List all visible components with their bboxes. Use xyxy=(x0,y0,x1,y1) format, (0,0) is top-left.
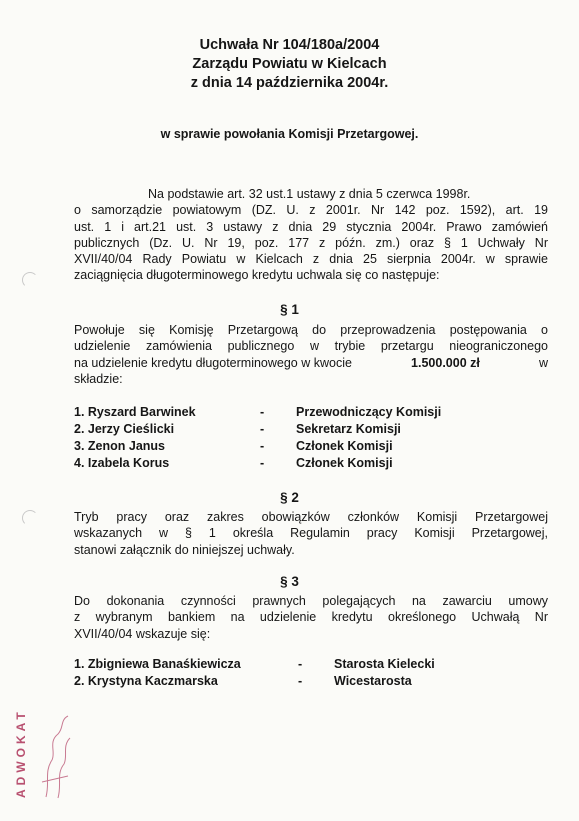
signatory-role: Wicestarosta xyxy=(334,674,412,688)
member-dash: - xyxy=(260,456,265,470)
section-3-paragraph xyxy=(74,593,548,642)
signatory-role: Starosta Kielecki xyxy=(334,657,435,671)
member-dash: - xyxy=(260,422,265,436)
signatory-row xyxy=(74,674,534,691)
section-2-line: Tryb pracy oraz zakres obowiązków członków Komisji Przetargowej xyxy=(74,510,548,524)
section-3-line: Do dokonania czynności prawnych polegających na zawarciu umowy xyxy=(74,594,548,608)
member-row xyxy=(74,456,514,473)
preamble-line: publicznych (Dz. U. Nr 19, poz. 177 z późn. zm.) oraz § 1 Uchwały Nr xyxy=(74,235,548,250)
signatory-name: 1. Zbigniewa Banaśkiewicza xyxy=(74,657,241,671)
section-1-amount-line xyxy=(74,355,548,371)
member-row xyxy=(74,439,514,456)
resolution-subject: w sprawie powołania Komisji Przetargowej. xyxy=(160,127,419,141)
section-2-sign: § 2 xyxy=(280,490,299,505)
section-2-paragraph xyxy=(74,509,548,558)
member-role: Członek Komisji xyxy=(296,456,393,470)
section-2-line: stanowi załącznik do niniejszej uchwały. xyxy=(74,542,295,557)
member-role: Przewodniczący Komisji xyxy=(296,405,442,419)
binder-hole-mark xyxy=(22,510,38,526)
credit-amount: 1.500.000 zł xyxy=(411,355,480,370)
section-1-line: Powołuje się Komisję Przetargową do przeprowadzenia postępowania o xyxy=(74,323,548,337)
member-name: 2. Jerzy Cieślicki xyxy=(74,422,175,436)
member-row xyxy=(74,405,514,422)
resolution-title xyxy=(0,36,579,93)
member-role: Członek Komisji xyxy=(296,439,393,453)
section-3-line: z wybranym bankiem na udzielenie kredytu określonego Uchwałą Nr xyxy=(74,610,548,625)
preamble-line: XVII/40/04 Rady Powiatu w Kielcach z dnia 25 sierpnia 2004r. w sprawie xyxy=(74,252,548,267)
member-role: Sekretarz Komisji xyxy=(296,422,401,436)
signatory-row xyxy=(74,657,534,674)
preamble-paragraph xyxy=(74,186,548,284)
section-2-line: wskazanych w § 1 określa Regulamin pracy Komisji Przetargowej, xyxy=(74,526,548,541)
preamble-line: zaciągnięcia długoterminowego kredytu uchwala się co następuje: xyxy=(74,268,440,283)
member-dash: - xyxy=(260,439,265,453)
stamp-signature-icon xyxy=(38,712,78,802)
preamble-line: ust. 1 i art.21 ust. 3 ustawy z dnia 29 stycznia 2004r. Prawo zamówień xyxy=(74,219,548,234)
resolution-number: Uchwała Nr 104/180a/2004 xyxy=(199,37,380,53)
preamble-line: Na podstawie art. 32 ust.1 ustawy z dnia 5 czerwca 1998r. xyxy=(148,187,471,201)
section-1-line-end: w xyxy=(538,355,548,370)
stamp-text: ADWOKAT xyxy=(14,708,28,798)
lawyer-stamp xyxy=(2,688,42,808)
member-name: 1. Ryszard Barwinek xyxy=(74,405,196,419)
section-3-line: XVII/40/04 wskazuje się: xyxy=(74,626,211,641)
issuing-body: Zarządu Powiatu w Kielcach xyxy=(192,56,387,72)
section-1-line: składzie: xyxy=(74,371,123,386)
commission-members-list xyxy=(74,405,514,473)
section-1-sign: § 1 xyxy=(280,302,299,317)
signatory-dash: - xyxy=(298,674,303,688)
resolution-date: z dnia 14 października 2004r. xyxy=(190,75,389,91)
signatory-dash: - xyxy=(298,657,303,671)
member-name: 4. Izabela Korus xyxy=(74,456,170,470)
binder-hole-mark xyxy=(22,272,38,288)
member-row xyxy=(74,422,514,439)
signatory-name: 2. Krystyna Kaczmarska xyxy=(74,674,218,688)
preamble-line: o samorządzie powiatowym (DZ. U. z 2001r. Nr 142 poz. 1592), art. 19 xyxy=(74,203,548,218)
section-3-sign: § 3 xyxy=(280,574,299,589)
section-1-line: udzielenie zamówienia publicznego w trybie przetargu nieograniczonego xyxy=(74,339,548,354)
section-1-paragraph xyxy=(74,322,548,387)
section-1-line: na udzielenie kredytu długoterminowego w kwocie xyxy=(74,355,352,370)
member-name: 3. Zenon Janus xyxy=(74,439,165,453)
signatories-list xyxy=(74,657,534,691)
member-dash: - xyxy=(260,405,265,419)
